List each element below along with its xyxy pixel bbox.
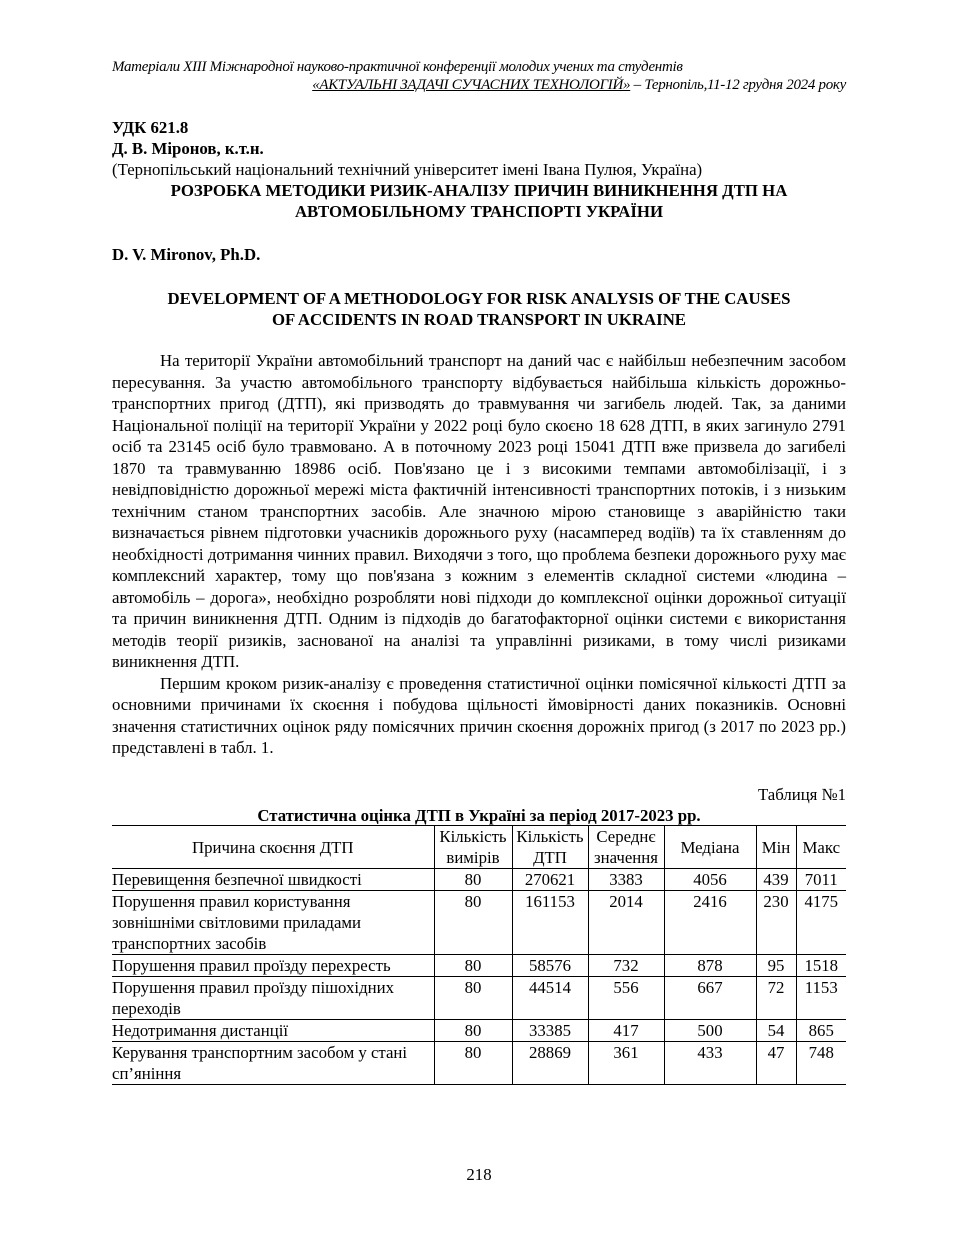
cell-median: 500 xyxy=(664,1020,756,1042)
cell-max: 1153 xyxy=(796,977,846,1020)
column-header-measurements: Кількість вимірів xyxy=(434,826,512,869)
column-header-min: Мін xyxy=(756,826,796,869)
cell-measurements: 80 xyxy=(434,1020,512,1042)
cell-min: 72 xyxy=(756,977,796,1020)
paragraph-1: На території України автомобільний транспорт на даний час є найбільш небезпечним засобом пересування. За участю автомобільного транспорту відбувається найбільша кількість дорожньо-транспортних пригод (ДТП), які призводять до травмування чи загибель людей. Так, за даними Національної поліції на території України у 2022 році було скоєно 18 628 ДТП, в яких загинуло 2791 осіб та 23145 осіб було травмовано. А в поточному 2023 році 15041 ДТП вже призвела до загибелі 1870 та травмуванню 18986 осіб. Пов'язано це і з високими темпами автомобілізації, і з невідповідністю дорожньої мережі міста фактичній інтенсивності транспортних потоків, і з низьким технічним станом транспортних засобів. Але значною мірою становище з аварійністю таки визначається рівнем підготовки учасників дорожнього руху (насамперед водіїв) та їх ставленням до необхідності дотримання чинних правил. Виходячи з того, що проблема безпеки дорожнього руху має комплексний характер, тому що пов'язана з кожним з елементів складної системи «людина – автомобіль – дорога», необхідно розробляти нові підходи до комплексної оцінки дорожньої ситуації та причин виникнення ДТП. Одним із підходів до багатофакторної оцінки системи є використання методів теорії ризиків, заснованої на аналізі та управлінні ризиками, в тому числі ризиками виникнення ДТП. xyxy=(112,351,846,671)
affiliation: (Тернопільський національний технічний університет імені Івана Пулюя, Україна) xyxy=(112,160,703,179)
column-header-mean: Середнє значення xyxy=(588,826,664,869)
table-number: Таблиця №1 xyxy=(757,785,846,804)
cell-median: 667 xyxy=(664,977,756,1020)
table-row xyxy=(112,1042,846,1085)
cell-cause: Порушення правил користування зовнішніми світловими приладами транспортних засобів xyxy=(112,891,434,955)
cell-cause: Керування транспортним засобом у стані сп’яніння xyxy=(112,1042,434,1085)
body-text xyxy=(112,350,846,759)
statistics-table xyxy=(112,825,846,1085)
cell-max: 865 xyxy=(796,1020,846,1042)
cell-median: 433 xyxy=(664,1042,756,1085)
cell-min: 95 xyxy=(756,955,796,977)
column-header-accidents: Кількість ДТП xyxy=(512,826,588,869)
conference-header-line-1: Матеріали XIII Міжнародної науково-практичної конференції молодих учених та студентів xyxy=(112,59,683,75)
column-header-median: Медіана xyxy=(664,826,756,869)
cell-mean: 361 xyxy=(588,1042,664,1085)
table-title: Статистична оцінка ДТП в Україні за період 2017-2023 рр. xyxy=(257,806,701,825)
table-row xyxy=(112,869,846,891)
cell-measurements: 80 xyxy=(434,977,512,1020)
conference-header-line-2 xyxy=(112,76,846,94)
cell-median: 878 xyxy=(664,955,756,977)
conference-place-date: – Тернопіль,11-12 грудня 2024 року xyxy=(630,77,846,93)
cell-accidents: 58576 xyxy=(512,955,588,977)
cell-measurements: 80 xyxy=(434,869,512,891)
cell-median: 2416 xyxy=(664,891,756,955)
author-en: D. V. Mironov, Ph.D. xyxy=(112,245,261,264)
cell-accidents: 28869 xyxy=(512,1042,588,1085)
page-number: 218 xyxy=(466,1165,492,1184)
cell-accidents: 33385 xyxy=(512,1020,588,1042)
paragraph-2: Першим кроком ризик-аналізу є проведення статистичної оцінки помісячної кількості ДТП за основними причинами їх скоєння і побудова щільності ймовірності даних показників. Основні значення статистичних оцінок ряду помісячних причин скоєння дорожніх пригод (з 2017 по 2023 рр.) представлені в табл. 1. xyxy=(112,673,846,757)
cell-measurements: 80 xyxy=(434,1042,512,1085)
cell-cause: Перевищення безпечної швидкості xyxy=(112,869,434,891)
column-header-cause: Причина скоєння ДТП xyxy=(112,826,434,869)
cell-mean: 3383 xyxy=(588,869,664,891)
title-uk-line-2: АВТОМОБІЛЬНОМУ ТРАНСПОРТІ УКРАЇНИ xyxy=(294,202,664,221)
title-uk-line-1: РОЗРОБКА МЕТОДИКИ РИЗИК-АНАЛІЗУ ПРИЧИН ВИНИКНЕННЯ ДТП НА xyxy=(170,181,788,200)
cell-median: 4056 xyxy=(664,869,756,891)
cell-min: 439 xyxy=(756,869,796,891)
table-row xyxy=(112,891,846,955)
cell-min: 54 xyxy=(756,1020,796,1042)
cell-measurements: 80 xyxy=(434,955,512,977)
udk-code: УДК 621.8 xyxy=(112,118,189,137)
cell-cause: Недотримання дистанції xyxy=(112,1020,434,1042)
cell-max: 7011 xyxy=(796,869,846,891)
cell-mean: 556 xyxy=(588,977,664,1020)
cell-measurements: 80 xyxy=(434,891,512,955)
cell-mean: 2014 xyxy=(588,891,664,955)
title-en-line-2: OF ACCIDENTS IN ROAD TRANSPORT IN UKRAINE xyxy=(271,310,687,329)
cell-accidents: 270621 xyxy=(512,869,588,891)
cell-min: 47 xyxy=(756,1042,796,1085)
cell-max: 748 xyxy=(796,1042,846,1085)
table-header-row xyxy=(112,826,846,869)
column-header-max: Макс xyxy=(796,826,846,869)
author-uk: Д. В. Міронов, к.т.н. xyxy=(112,139,264,158)
cell-accidents: 161153 xyxy=(512,891,588,955)
table-row xyxy=(112,1020,846,1042)
cell-max: 1518 xyxy=(796,955,846,977)
conference-name: «АКТУАЛЬНІ ЗАДАЧІ СУЧАСНИХ ТЕХНОЛОГІЙ» xyxy=(312,77,631,93)
cell-max: 4175 xyxy=(796,891,846,955)
cell-mean: 732 xyxy=(588,955,664,977)
cell-cause: Порушення правил проїзду перехресть xyxy=(112,955,434,977)
title-en-line-1: DEVELOPMENT OF A METHODOLOGY FOR RISK ANALYSIS OF THE CAUSES xyxy=(167,289,791,308)
cell-mean: 417 xyxy=(588,1020,664,1042)
cell-min: 230 xyxy=(756,891,796,955)
table-row xyxy=(112,977,846,1020)
cell-cause: Порушення правил проїзду пішохідних переходів xyxy=(112,977,434,1020)
cell-accidents: 44514 xyxy=(512,977,588,1020)
table-row xyxy=(112,955,846,977)
